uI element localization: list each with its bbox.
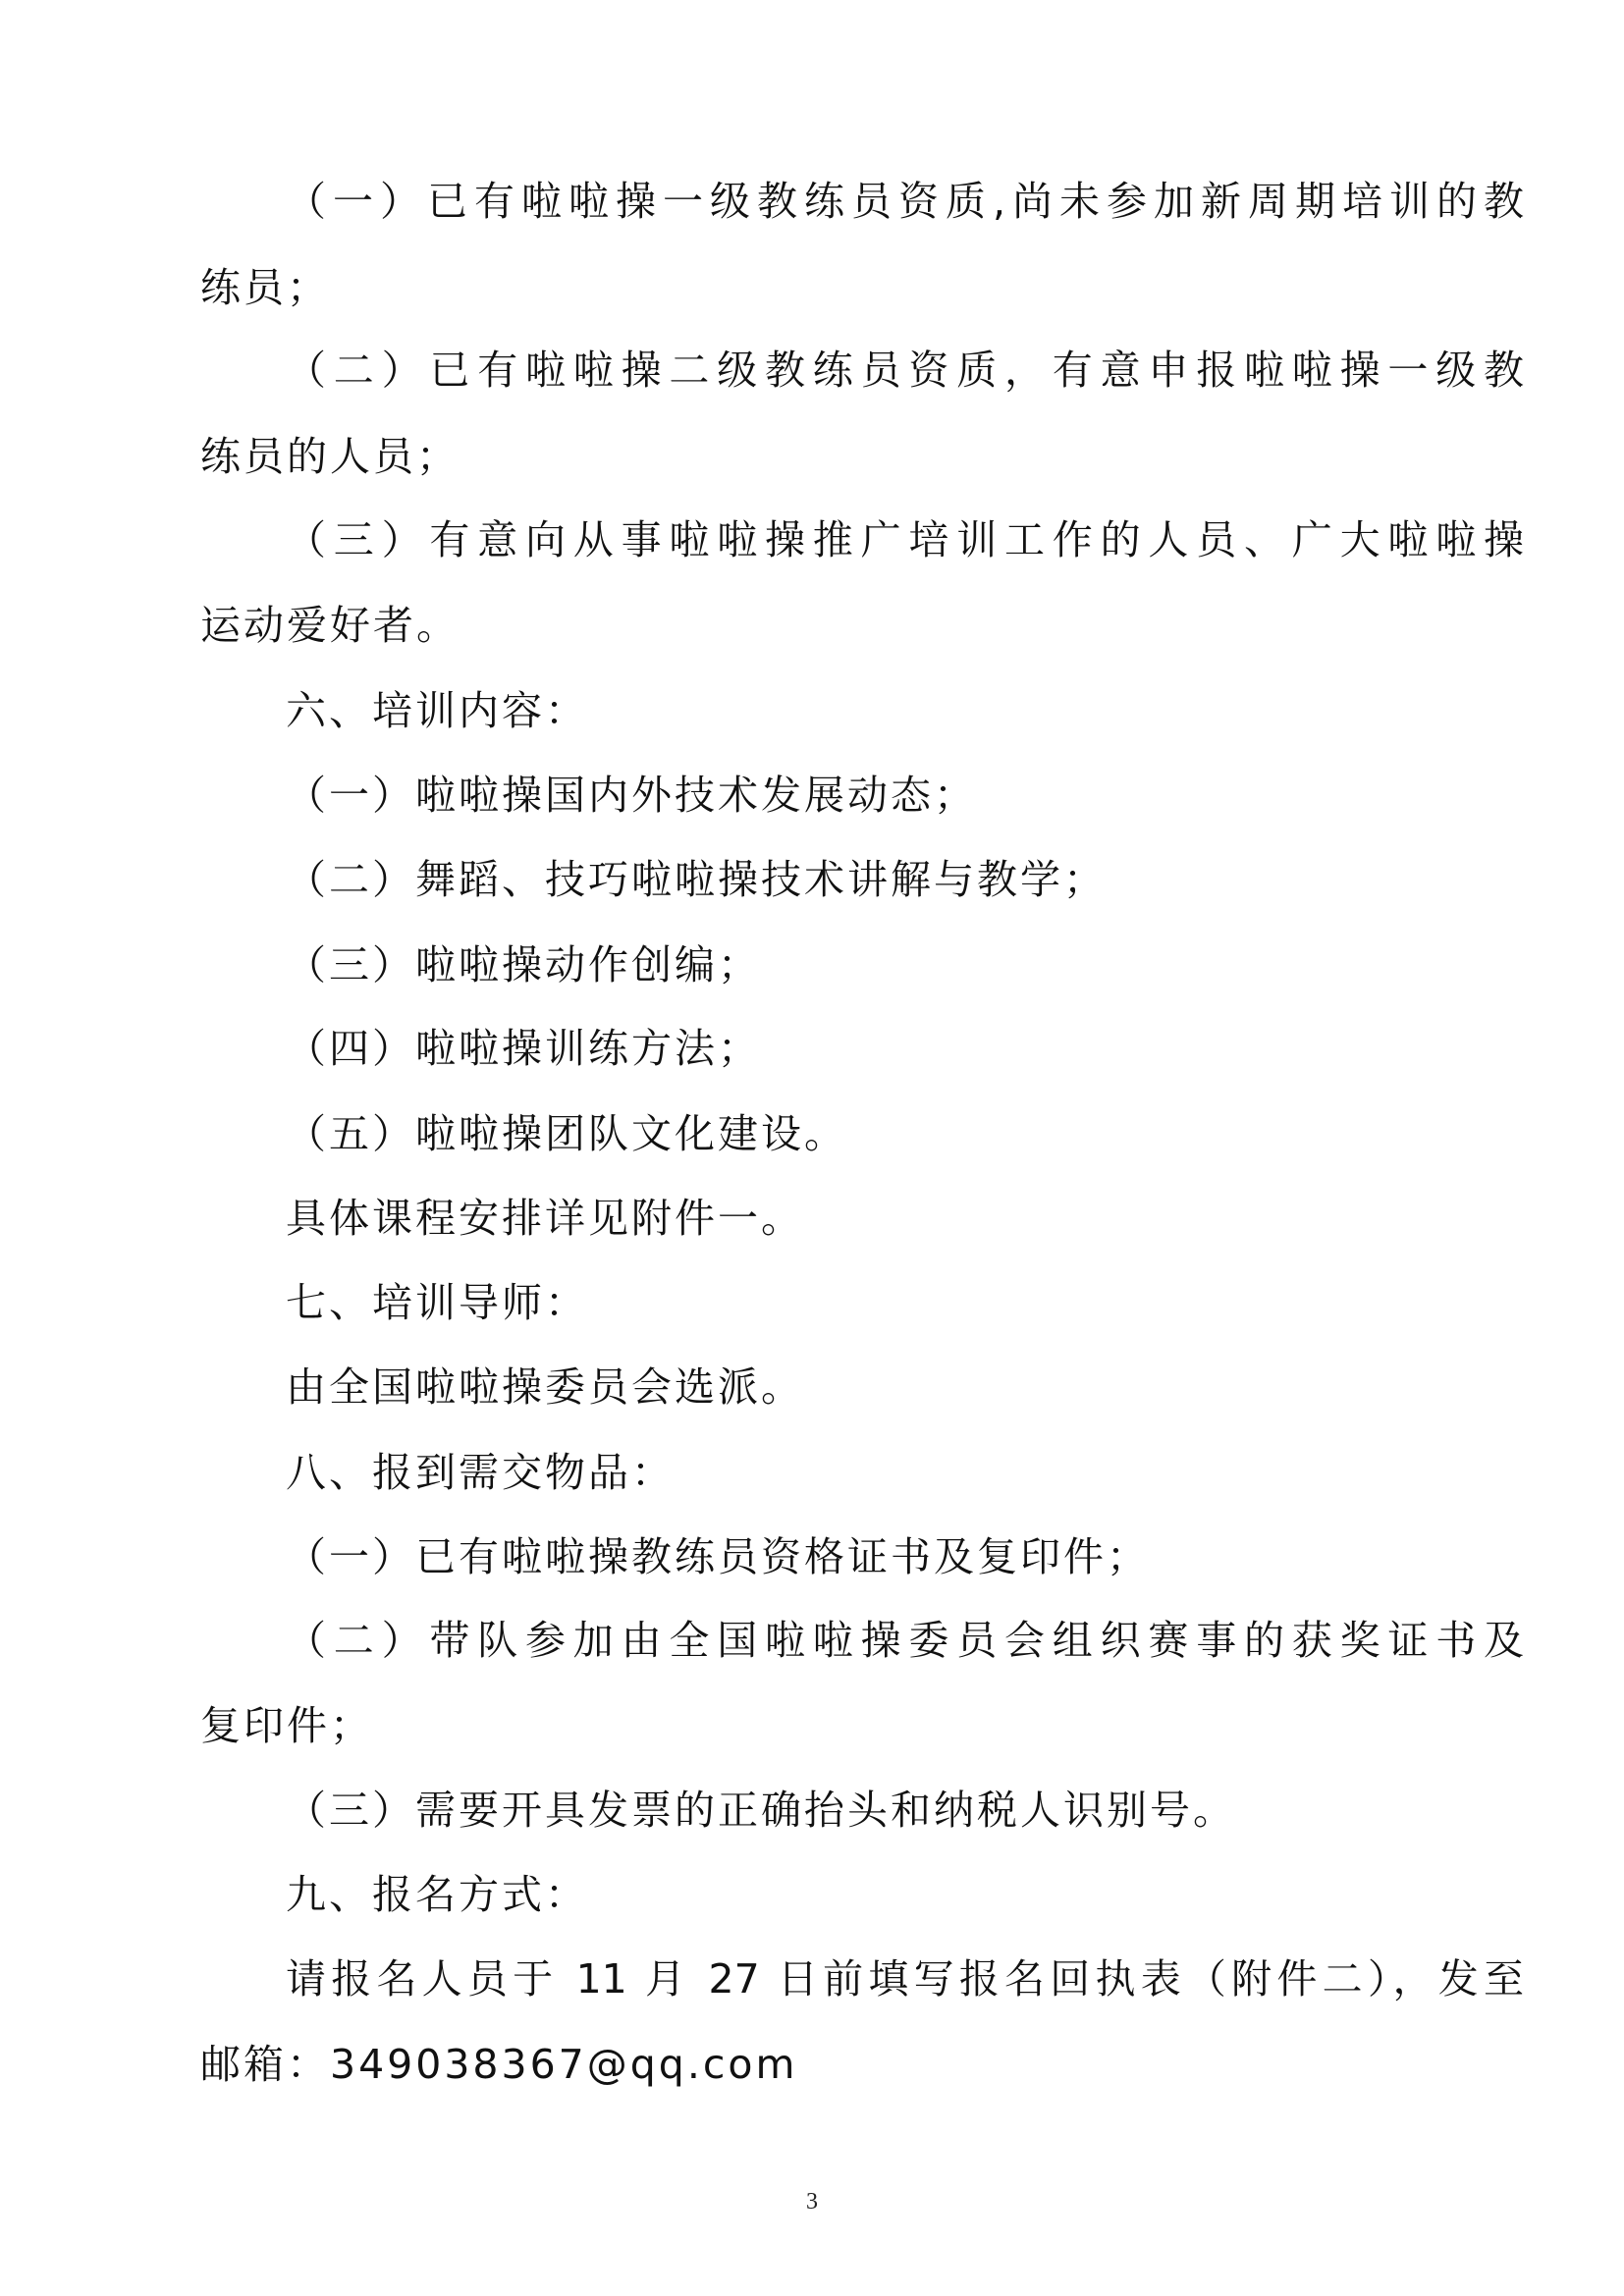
section-heading: 八、报到需交物品： [286,1449,675,1496]
paragraph-line: 请报名人员于 11 月 27 日前填写报名回执表（附件二），发至 [286,1955,1524,2002]
paragraph-line: （一）已有啦啦操一级教练员资质,尚未参加新周期培训的教 [286,178,1524,225]
section-heading: 九、报名方式： [286,1871,588,1918]
section-heading: 六、培训内容： [286,687,588,734]
list-item: （五）啦啦操团队文化建设。 [286,1110,847,1157]
list-item: （一）已有啦啦操教练员资格证书及复印件； [286,1533,1150,1580]
paragraph-line: 由全国啦啦操委员会选派。 [286,1363,804,1411]
paragraph-line: 练员； [200,264,330,311]
email-line: 邮箱：349038367@qq.com [200,2041,798,2088]
paragraph-line: （三）有意向从事啦啦操推广培训工作的人员、广大啦啦操 [286,516,1524,563]
paragraph-line: 练员的人员； [200,433,460,480]
paragraph-line: （二）已有啦啦操二级教练员资质，有意申报啦啦操一级教 [286,347,1524,394]
list-item: （四）啦啦操训练方法； [286,1025,761,1072]
page-number: 3 [806,2189,818,2215]
section-heading: 七、培训导师： [286,1279,588,1326]
paragraph-line: 具体课程安排详见附件一。 [286,1195,804,1242]
list-item: （二）带队参加由全国啦啦操委员会组织赛事的获奖证书及 [286,1617,1524,1664]
list-item: （二）舞蹈、技巧啦啦操技术讲解与教学； [286,856,1107,903]
list-item: （三）需要开具发票的正确抬头和纳税人识别号。 [286,1787,1236,1834]
list-item: （一）啦啦操国内外技术发展动态； [286,772,977,819]
list-item: （三）啦啦操动作创编； [286,941,761,988]
paragraph-line: 复印件； [200,1702,373,1749]
paragraph-line: 运动爱好者。 [200,602,460,649]
